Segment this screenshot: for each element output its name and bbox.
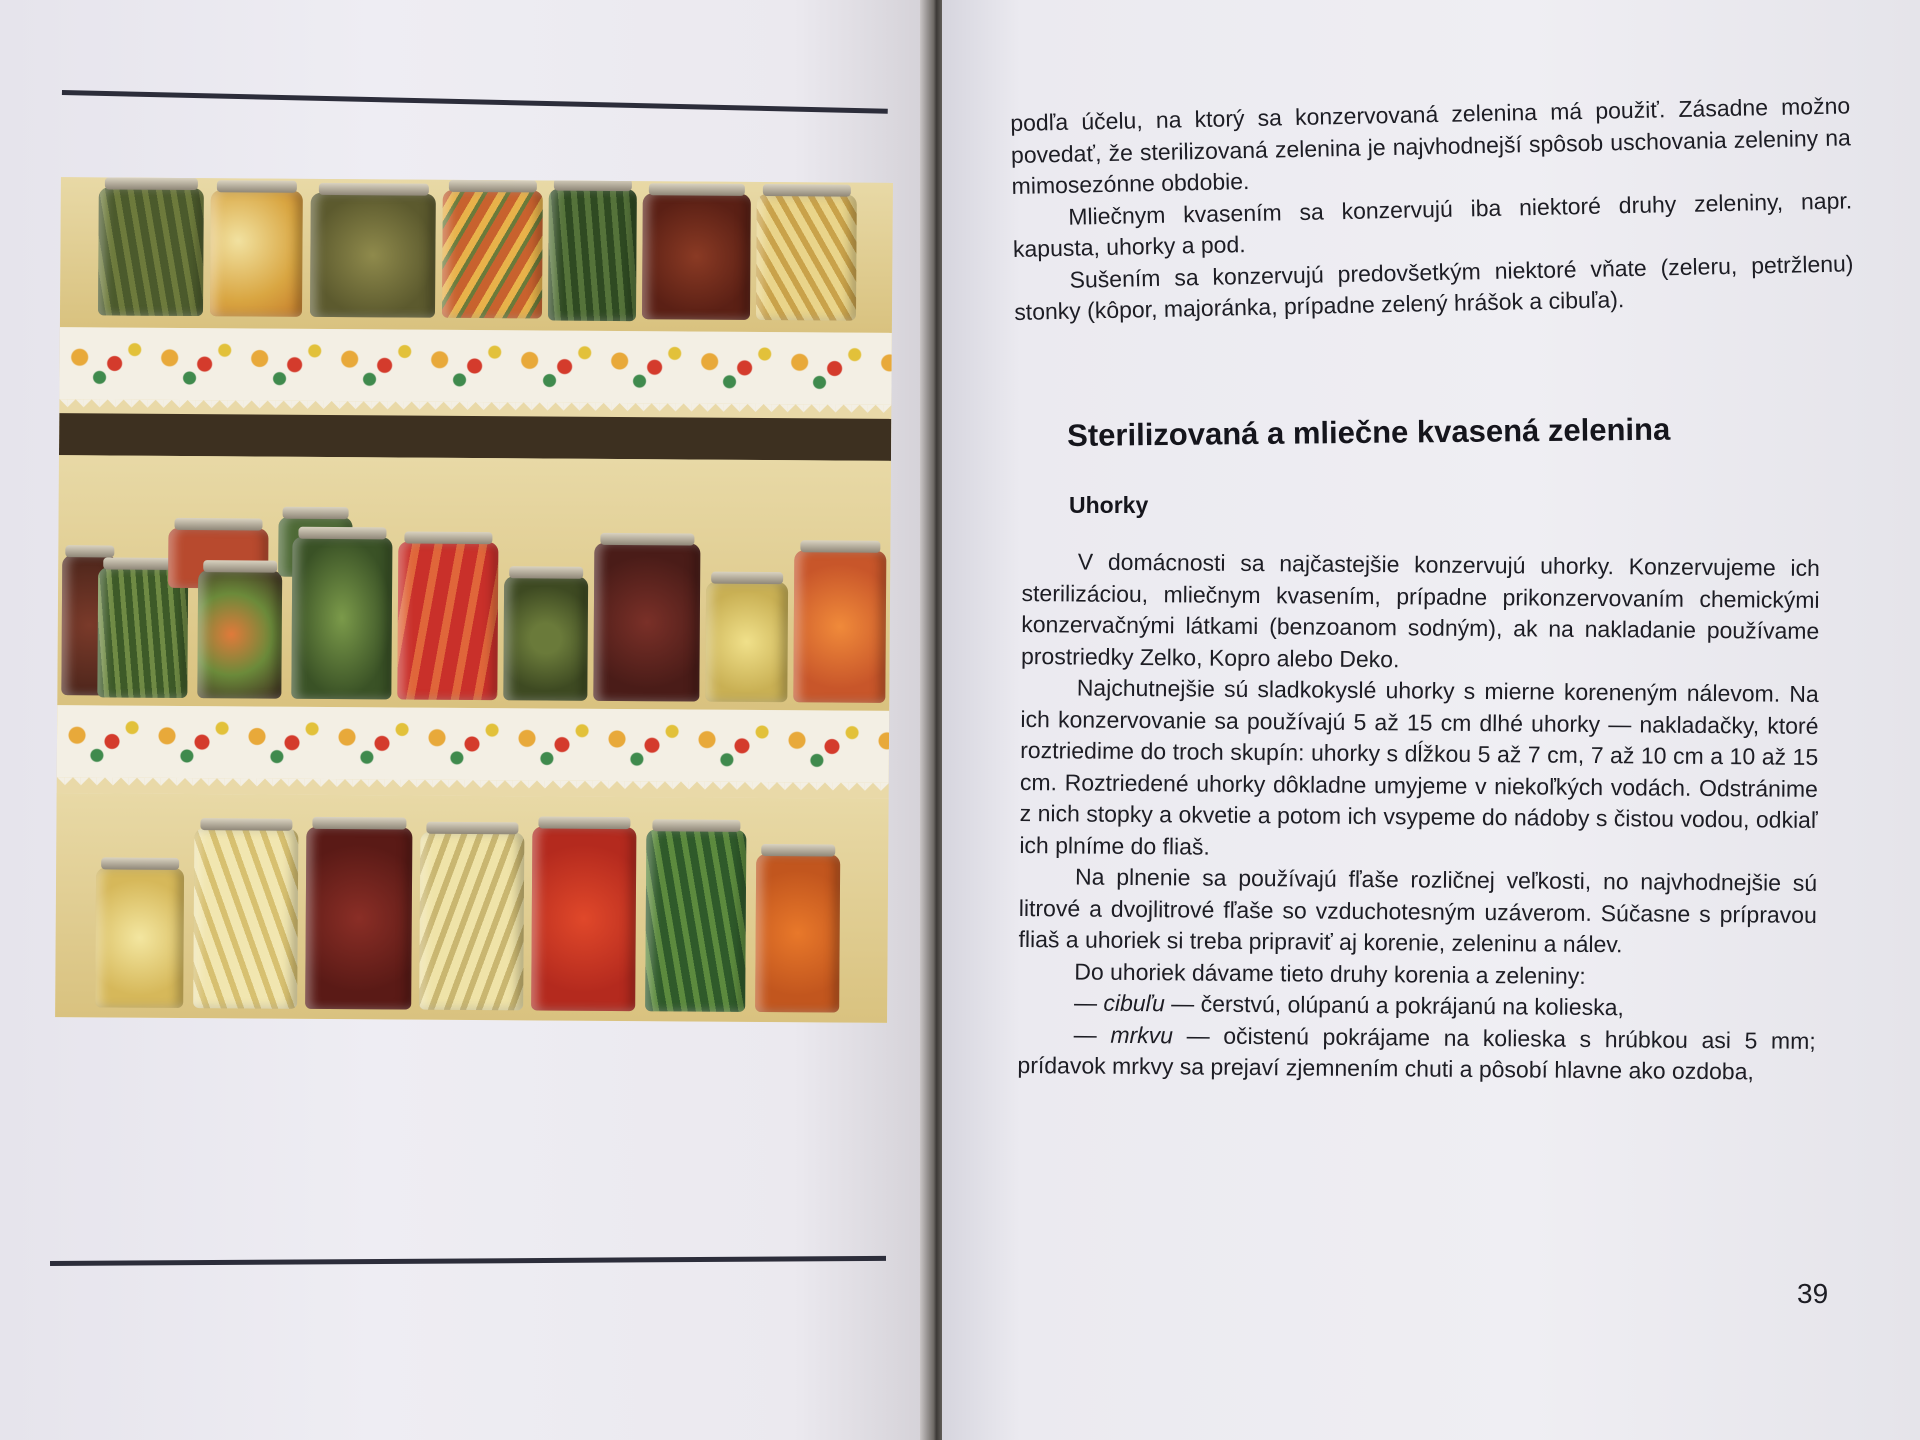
jar	[642, 193, 751, 320]
paragraph: podľa účelu, na ktorý sa konzervovaná zelenina má použiť. Zásadne možno povedať, že sterilizovaná zelenina je najvhodnejší spôsob uschovania zeleniny na mimosezónne obdobie.	[1010, 92, 1852, 199]
folk-pattern-band	[59, 327, 891, 405]
jar	[645, 829, 746, 1012]
jar	[442, 190, 543, 319]
jar	[755, 854, 840, 1013]
jar	[756, 194, 857, 321]
list-dash: —	[1073, 1020, 1111, 1048]
list-dash: —	[1073, 989, 1104, 1016]
jar	[98, 187, 204, 316]
jar	[397, 541, 498, 700]
top-rule-left	[62, 90, 888, 114]
body-text	[1017, 546, 1820, 1088]
list-item	[1017, 1018, 1816, 1088]
jar	[503, 576, 588, 701]
jar	[793, 550, 886, 703]
jar	[593, 543, 700, 702]
paragraph: Do uhoriek dávame tieto druhy korenia a zeleniny:	[1074, 957, 1586, 989]
list-term: mrkvu	[1110, 1021, 1174, 1048]
paragraph: Na plnenie sa používajú fľaše rozličnej veľkosti, no najvhodnejšie sú litrové a dvojlitrové fľaše so vzduchotesným uzáverom. Súčasne s prípravou fliaš a uhoriek si treba pripraviť aj korenie, zeleninu a nálev.	[1018, 863, 1818, 958]
jar	[531, 826, 636, 1011]
list-text: — očistenú pokrájame na kolieska s hrúbkou asi 5 mm; prídavok mrkvy sa prejaví zjemnením chuti a pôsobí hlavne ako ozdoba,	[1017, 1021, 1816, 1085]
subsection-heading: Uhorky	[1069, 492, 1149, 518]
list-term: cibuľu	[1103, 989, 1165, 1017]
folk-pattern-band	[57, 705, 889, 783]
section-heading: Sterilizovaná a mliečne kvasená zelenina	[1067, 411, 1671, 453]
shelf-shadow	[59, 413, 891, 461]
intro-text	[1010, 90, 1854, 328]
jar	[305, 827, 412, 1010]
paragraph: Mliečnym kvasením sa konzervujú iba niektoré druhy zeleniny, napr. kapusta, uhorky a pod.	[1012, 186, 1853, 262]
jar	[310, 193, 436, 318]
paragraph: V domácnosti sa najčastejšie konzervujú uhorky. Konzervujeme ich sterilizáciou, mliečnym kvasením, prípadne prikonzervovaním chemickými konzervačnými látkami (benzoanom sodným), ak na nakladanie používame prostriedky Zelko, Kopro alebo Deko.	[1020, 548, 1820, 672]
jar	[548, 189, 637, 322]
jar	[210, 190, 303, 317]
jar	[193, 828, 298, 1009]
jar	[95, 867, 184, 1008]
bottom-rule-left	[50, 1256, 886, 1266]
jar	[291, 537, 392, 700]
jar	[197, 570, 282, 699]
page-number: 39	[1797, 1278, 1829, 1309]
preserves-photo	[55, 177, 893, 1023]
jar	[705, 582, 788, 703]
paragraph: Najchutnejšie sú sladkokyslé uhorky s mierne koreneným nálevom. Na ich konzervovanie sa používajú 5 až 15 cm dlhé uhorky — nakladačky, ktoré roztriedime do troch skupín: uhorky s dĺžkou 5 až 7 cm, 7 až 10 cm a 10 až 15 cm. Roztriedené uhorky dôkladne umyjeme v niekoľkých vodách. Odstránime z nich stopky a okvetie a potom ich vsypeme do nádoby s čistou vodou, odkiaľ ich plníme do fliaš.	[1019, 674, 1819, 860]
list-text: — čerstvú, olúpanú a pokrájanú na kolieska,	[1164, 990, 1624, 1021]
paragraph: Sušením sa konzervujú predovšetkým niektoré vňate (zeleru, petržlenu) stonky (kôpor, majoránka, prípadne zelený hrášok a cibuľa).	[1014, 249, 1854, 325]
left-page	[0, 0, 935, 1440]
jar	[419, 832, 524, 1011]
